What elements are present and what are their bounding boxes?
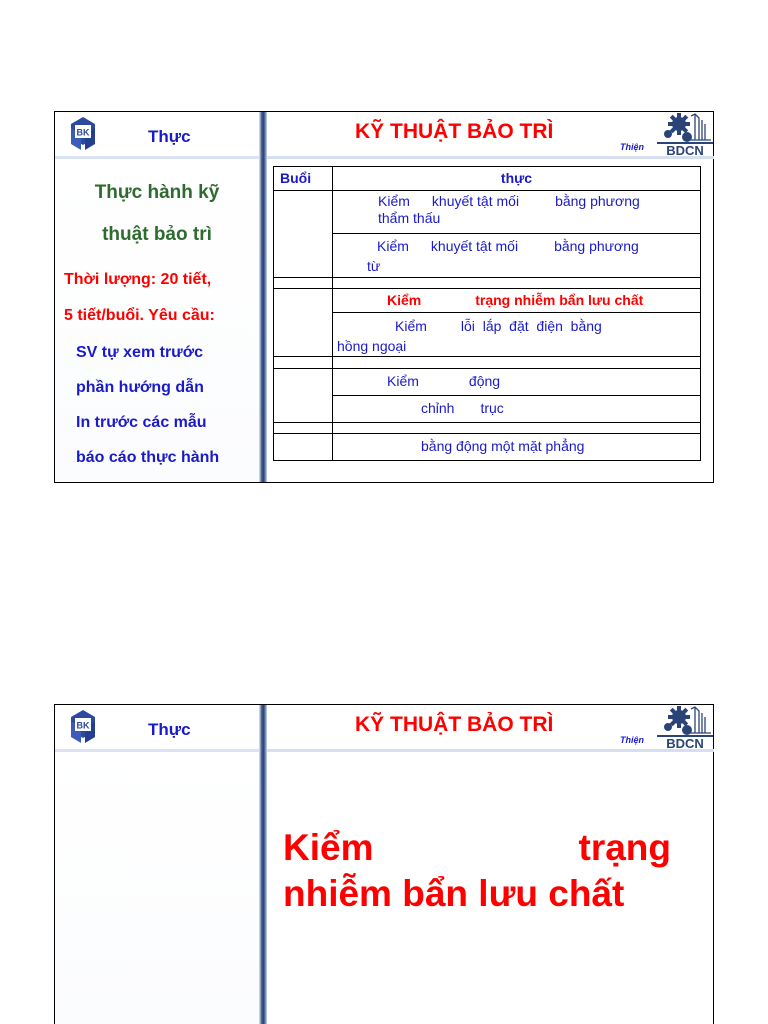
row-text: Kiểm khuyết tật mối bằng phương thẩm thấu (333, 191, 701, 234)
header-subtitle: Thiện (620, 142, 644, 152)
vertical-divider (259, 112, 267, 482)
bdcn-logo-icon (657, 705, 713, 749)
table-row (274, 234, 701, 278)
sidebar-heading-line2: thuật bảo trì (102, 224, 212, 245)
slide-1 (54, 111, 714, 483)
row-text-highlighted: Kiểm trạng nhiễm bẩn lưu chất (333, 289, 701, 313)
table-row (274, 313, 701, 357)
bk-logo-icon (61, 116, 105, 154)
heading-word-2: trạng (578, 827, 671, 868)
table-row (274, 289, 701, 313)
bk-logo-text: BK (76, 720, 90, 731)
row-text: Kiểm động (333, 369, 701, 396)
table-row (274, 369, 701, 396)
title-divider (267, 749, 714, 752)
duration-line2: 5 tiết/buổi. Yêu cầu: (64, 307, 215, 324)
table-row (274, 434, 701, 461)
col-header-session: Buổi (274, 167, 333, 191)
row-text: Kiểm khuyết tật mối bằng phương từ (333, 234, 701, 278)
header-left-label: Thực (148, 720, 191, 739)
requirement1-line1: SV tự xem trước (76, 344, 204, 361)
slide-title: KỸ THUẬT BẢO TRÌ (355, 120, 554, 143)
bk-logo-icon (61, 709, 105, 747)
header-left-label: Thực (148, 127, 191, 146)
heading-line-2: nhiễm bẩn lưu chất (283, 873, 625, 914)
requirement1-line2: phần hướng dẫn (76, 379, 204, 396)
requirement2-line1: In trước các mẫu (76, 414, 207, 431)
sidebar-background (55, 752, 259, 1024)
bk-logo-text: BK (76, 127, 90, 138)
table-spacer-row (274, 278, 701, 289)
row-text: chỉnh trục (333, 396, 701, 423)
schedule-table (273, 166, 701, 461)
sidebar-heading-line1: Thực hành kỹ (94, 182, 220, 203)
table-row (274, 396, 701, 423)
table-header-row (274, 167, 701, 191)
slide-2 (54, 704, 714, 1024)
requirement2-line2: báo cáo thực hành (76, 449, 220, 466)
header-divider (55, 749, 261, 752)
table-row (274, 191, 701, 234)
header-subtitle: Thiện (620, 735, 644, 745)
slide-body-heading (283, 825, 671, 917)
heading-word-1: Kiểm (283, 827, 374, 868)
table-spacer-row (274, 357, 701, 369)
title-divider (267, 156, 714, 159)
bdcn-logo-text: BDCN (666, 143, 704, 156)
header-divider (55, 156, 261, 159)
slide-title: KỸ THUẬT BẢO TRÌ (355, 713, 554, 736)
vertical-divider (259, 705, 267, 1024)
row-text: bằng động một mặt phẳng (333, 434, 701, 461)
row-text: Kiểm lỗi lắp đặt điện bằng hồng ngoại (333, 313, 701, 357)
table-spacer-row (274, 423, 701, 434)
bdcn-logo-icon (657, 112, 713, 156)
duration-line1: Thời lượng: 20 tiết, (64, 271, 212, 288)
bdcn-logo-text: BDCN (666, 736, 704, 749)
col-header-content: thực (333, 167, 701, 191)
